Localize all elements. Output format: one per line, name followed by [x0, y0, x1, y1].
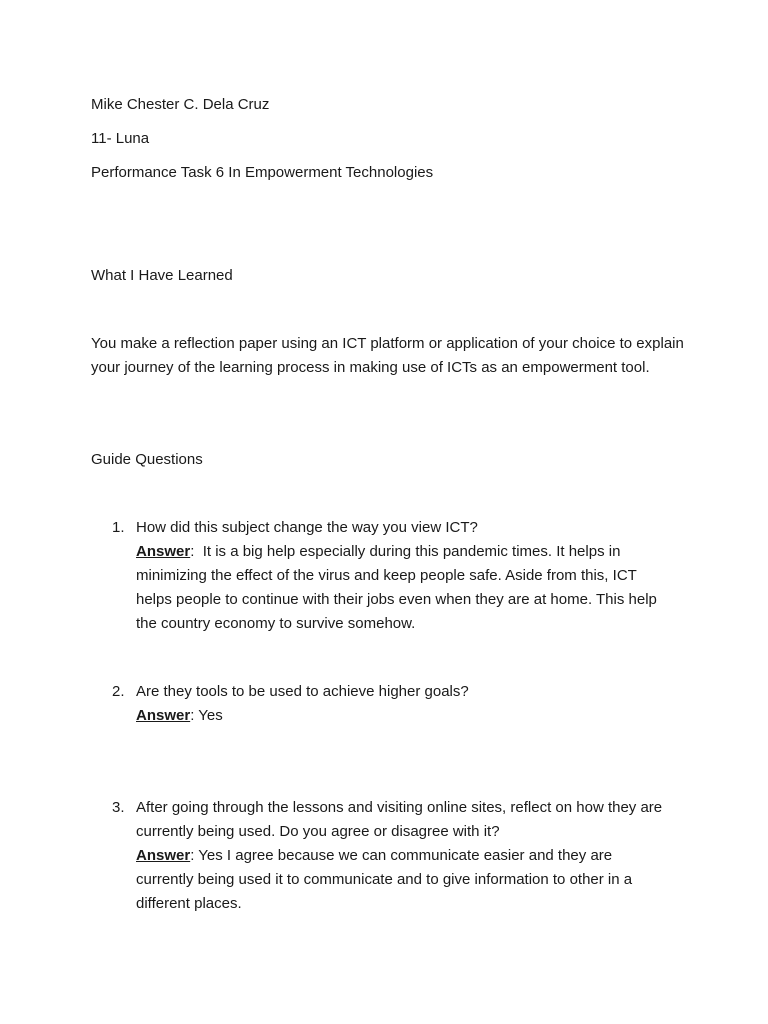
question-text: After going through the lessons and visiting online sites, reflect on how they are currently being used. Do you agree or disagree with it?	[136, 799, 663, 840]
answer-text: It is a big help especially during this pandemic times. It helps in minimizing the effect of the virus and keep people safe. Aside from this, ICT helps people to continue with their jobs even when they are at home. This help the country economy to survive somehow.	[136, 543, 662, 632]
answer-text: Yes	[194, 707, 223, 724]
answer-text: Yes I agree because we can communicate easier and they are currently being used it to communicate and to give information to other in a different places.	[136, 847, 637, 912]
answer-label: Answer	[136, 847, 191, 864]
student-section: 11- Luna	[91, 130, 150, 147]
guide-questions-title: Guide Questions	[91, 451, 203, 468]
answer-label: Answer	[136, 707, 191, 724]
question-number: 2.	[112, 683, 125, 700]
answer-block: Answer: Yes I agree because we can communicate easier and they are currently being used it to communicate and to give information to other in a different places.	[136, 847, 637, 912]
answer-label: Answer	[136, 543, 191, 560]
question-number: 1.	[112, 519, 125, 536]
section-title: What I Have Learned	[91, 267, 233, 284]
question-number: 3.	[112, 799, 125, 816]
question-item	[112, 680, 672, 728]
answer-block: Answer: Yes	[136, 707, 223, 724]
task-title: Performance Task 6 In Empowerment Technologies	[91, 164, 434, 181]
question-item	[112, 796, 672, 916]
student-name: Mike Chester C. Dela Cruz	[91, 96, 270, 113]
question-item	[112, 516, 672, 636]
question-text: How did this subject change the way you view ICT?	[136, 519, 478, 536]
question-text: Are they tools to be used to achieve higher goals?	[136, 683, 469, 700]
instructions-paragraph: You make a reflection paper using an ICT platform or application of your choice to explain your journey of the learning process in making use of ICTs as an empowerment tool.	[91, 335, 684, 376]
answer-block: Answer: It is a big help especially during this pandemic times. It helps in minimizing the effect of the virus and keep people safe. Aside from this, ICT helps people to continue with their jobs even when they are at home. This help the country economy to survive somehow.	[136, 543, 662, 632]
